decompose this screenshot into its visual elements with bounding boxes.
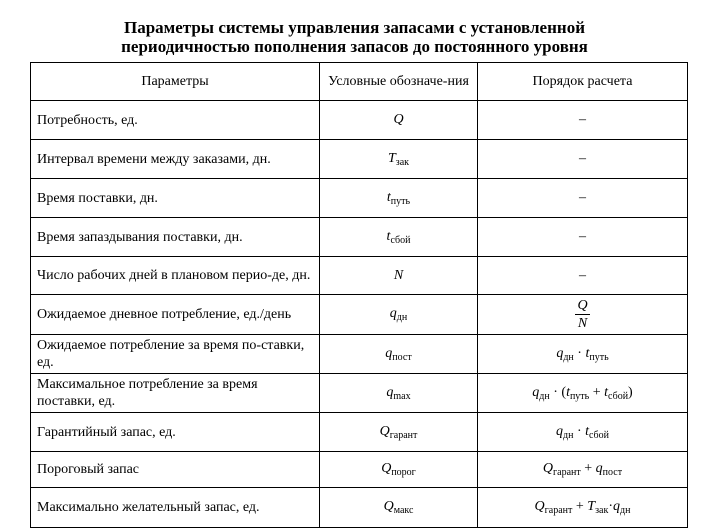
symbol-sub: зак	[395, 156, 410, 168]
param-cell: Число рабочих дней в плановом перио-де, дн.	[31, 257, 320, 295]
symbol-main: Q	[383, 499, 394, 514]
param-cell: Пороговый запас	[31, 452, 320, 488]
calc-operator: +	[580, 461, 596, 476]
calc-term-b	[566, 385, 589, 400]
symbol-cell	[320, 140, 478, 179]
calc-term-b	[587, 499, 608, 514]
symbol	[385, 346, 411, 361]
table-row	[31, 101, 688, 140]
calc-dash: –	[579, 112, 586, 127]
table-row	[31, 295, 688, 335]
symbol-main: N	[393, 267, 404, 283]
calc-dash: –	[579, 229, 586, 244]
table-row	[31, 335, 688, 374]
symbol-main: t	[386, 189, 391, 205]
table-row	[31, 413, 688, 452]
calc-term-b-sub: путь	[569, 390, 590, 402]
calc-term-c	[604, 385, 628, 400]
calc-term-b-sub: зак	[595, 505, 609, 516]
header-param: Параметры	[31, 63, 320, 101]
calc-operator: ·	[573, 423, 586, 439]
parameters-table	[30, 62, 688, 528]
calc-term-b	[585, 346, 608, 361]
document-title	[0, 18, 709, 56]
symbol-cell	[320, 101, 478, 140]
param-cell: Максимально желательный запас, ед.	[31, 488, 320, 528]
calc-term-a-main: Q	[534, 499, 545, 514]
calc-term-a	[556, 346, 573, 361]
calc-term-b	[596, 461, 622, 476]
calc-term-a	[535, 499, 573, 514]
symbol-main: Q	[381, 461, 392, 476]
symbol	[393, 112, 403, 127]
symbol	[390, 306, 407, 321]
calc-term-a-sub: гарант	[553, 467, 581, 478]
symbol-cell	[320, 179, 478, 218]
param-cell: Потребность, ед.	[31, 101, 320, 140]
param-cell: Гарантийный запас, ед.	[31, 413, 320, 452]
calc-term-a-main: q	[555, 423, 563, 439]
symbol	[384, 499, 414, 514]
param-cell: Время запаздывания поставки, дн.	[31, 218, 320, 257]
calc-operator: +	[572, 499, 588, 514]
calc-term-b-sub: пост	[602, 467, 623, 478]
calc-term-b-sub: путь	[589, 351, 609, 363]
calc-term-b-main: t	[566, 384, 570, 400]
calc-term-a-sub: дн	[539, 390, 550, 402]
calc-cell	[478, 374, 688, 413]
symbol-sub: порог	[391, 467, 416, 478]
symbol-main: q	[389, 306, 397, 321]
calc-term-c-main: t	[604, 384, 609, 400]
calc-term-b-sub: сбой	[589, 429, 609, 441]
calc-term-a	[543, 461, 581, 476]
calc-term-b-main: t	[585, 345, 590, 361]
symbol	[386, 385, 410, 400]
table-row	[31, 374, 688, 413]
symbol-cell	[320, 295, 478, 335]
table-row	[31, 218, 688, 257]
symbol	[387, 229, 411, 244]
symbol-sub: дн	[396, 312, 408, 323]
table-row	[31, 488, 688, 528]
calc-dash: –	[579, 190, 586, 205]
symbol	[388, 151, 409, 166]
symbol-sub: max	[393, 390, 411, 402]
symbol-main: T	[387, 150, 396, 166]
fraction-numerator: Q	[577, 298, 588, 313]
calc-cell	[478, 179, 688, 218]
symbol-cell	[320, 452, 478, 488]
calc-term-c-sub: сбой	[608, 390, 629, 402]
symbol-main: Q	[393, 112, 404, 127]
symbol	[394, 268, 403, 283]
calc-term-b	[585, 424, 609, 439]
symbol	[381, 461, 416, 476]
calc-term-a-main: Q	[542, 461, 554, 476]
symbol-cell	[320, 413, 478, 452]
symbol-main: Q	[379, 423, 390, 439]
calc-dash: –	[579, 151, 586, 166]
header-calc: Порядок расчета	[478, 63, 688, 101]
calc-cell	[478, 257, 688, 295]
symbol-main: q	[385, 345, 393, 361]
param-cell: Время поставки, дн.	[31, 179, 320, 218]
calc-cell	[478, 413, 688, 452]
fraction	[575, 297, 589, 332]
param-cell: Ожидаемое дневное потребление, ед./день	[31, 295, 320, 335]
fraction-denominator: N	[577, 316, 588, 331]
symbol-sub: сбой	[390, 234, 411, 246]
calc-term-a-sub: гарант	[544, 505, 573, 516]
table-row	[31, 179, 688, 218]
calc-operator: ·	[573, 345, 586, 361]
symbol-cell	[320, 488, 478, 528]
calc-term-a-main: q	[556, 345, 564, 361]
calc-term-a-main: q	[532, 384, 540, 400]
title-line-1: Параметры системы управления запасами с установленной	[123, 18, 585, 37]
calc-cell	[478, 140, 688, 179]
header-symbol: Условные обозначе-ния	[320, 63, 478, 101]
calc-cell	[478, 452, 688, 488]
title-line-2: периодичностью пополнения запасов до постоянного уровня	[121, 37, 588, 56]
calc-term-b-main: q	[595, 461, 603, 476]
calc-dash: –	[579, 267, 586, 283]
symbol-cell	[320, 335, 478, 374]
symbol-cell	[320, 218, 478, 257]
calc-term-c-main: q	[613, 499, 620, 514]
table-header-row	[31, 63, 688, 101]
table-row	[31, 140, 688, 179]
calc-operator: ·	[608, 499, 613, 514]
calc-term-a	[556, 424, 573, 439]
symbol-sub: гарант	[389, 429, 418, 441]
calc-term-b-main: t	[585, 423, 589, 439]
param-cell: Ожидаемое потребление за время по-ставки, ед.	[31, 335, 320, 374]
calc-cell	[478, 218, 688, 257]
symbol-main: t	[386, 228, 391, 244]
calc-cell	[478, 101, 688, 140]
table-row	[31, 452, 688, 488]
calc-term-c	[613, 499, 630, 514]
table-row	[31, 257, 688, 295]
calc-operator: · (	[549, 384, 567, 400]
calc-cell	[478, 335, 688, 374]
calc-term-b-main: T	[587, 499, 596, 514]
symbol	[387, 190, 410, 205]
symbol-cell	[320, 374, 478, 413]
symbol-main: q	[386, 384, 394, 400]
symbol-sub: макс	[393, 505, 414, 516]
symbol-sub: пост	[392, 351, 412, 363]
param-cell: Интервал времени между заказами, дн.	[31, 140, 320, 179]
calc-cell	[478, 295, 688, 335]
calc-operator: )	[628, 384, 633, 400]
symbol-cell	[320, 257, 478, 295]
calc-term-a	[532, 385, 549, 400]
calc-term-a-sub: дн	[563, 351, 574, 363]
param-cell: Максимальное потребление за время поставки, ед.	[31, 374, 320, 413]
calc-cell	[478, 488, 688, 528]
calc-term-a-sub: дн	[562, 429, 574, 441]
symbol	[380, 424, 418, 439]
calc-operator: +	[589, 384, 605, 400]
calc-term-c-sub: дн	[620, 505, 631, 516]
symbol-sub: путь	[390, 195, 411, 207]
